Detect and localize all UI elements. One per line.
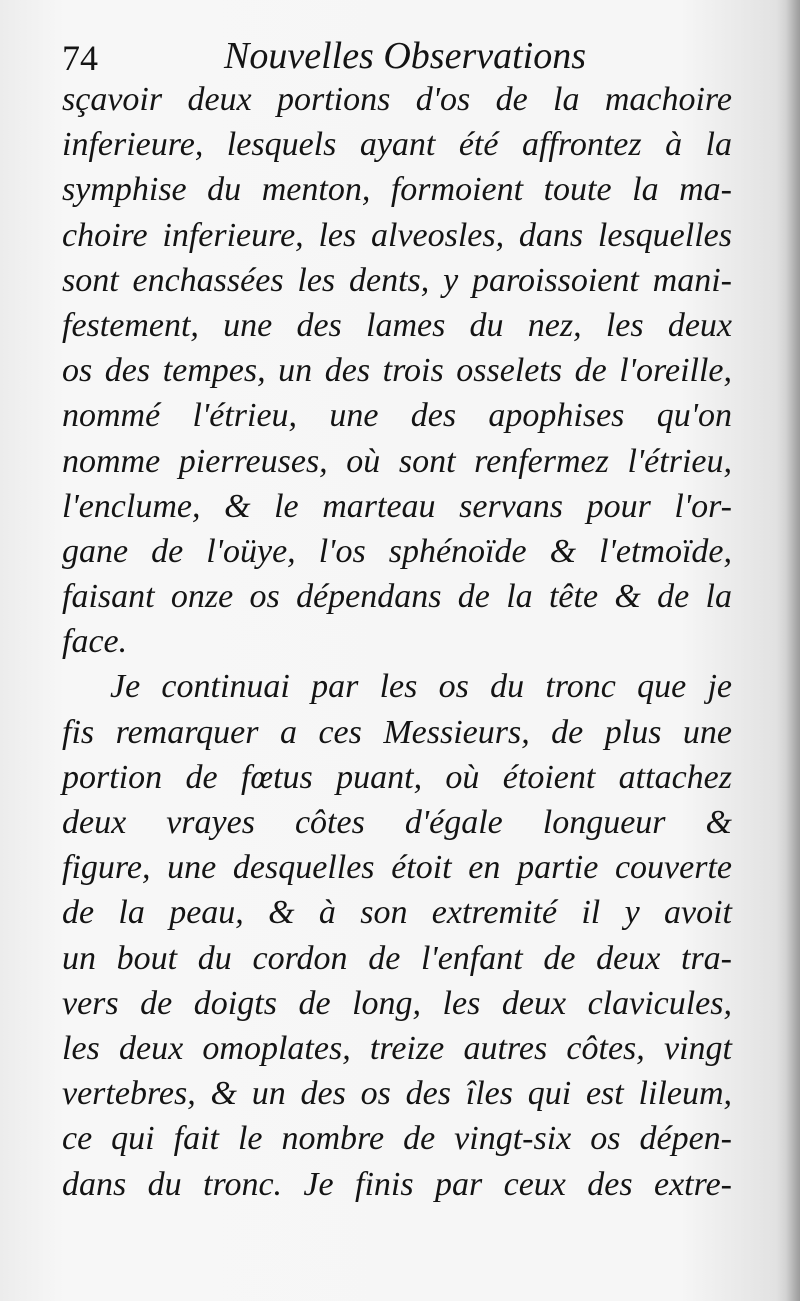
page-gutter-shadow — [786, 0, 800, 1301]
text-line: l'enclume, & le marteau servans pour l'or- — [62, 487, 732, 525]
page-header — [60, 30, 740, 80]
running-head: Nouvelles Observations — [224, 35, 587, 77]
text-line: vers de doigts de long, les deux clavicules, — [62, 984, 732, 1022]
text-line: gane de l'oüye, l'os sphénoïde & l'etmoïde, — [62, 532, 732, 570]
text-line: les deux omoplates, treize autres côtes, vingt — [62, 1029, 732, 1067]
text-line: vertebres, & un des os des îles qui est lileum, — [62, 1075, 732, 1113]
body-text — [62, 77, 732, 1207]
text-line: sçavoir deux portions d'os de la machoire — [62, 81, 732, 118]
text-line: de la peau, & à son extremité il y avoit — [62, 894, 732, 932]
text-line: symphise du menton, formoient toute la ma- — [62, 171, 732, 209]
text-line-paragraph-start: Je continuai par les os du tronc que je — [110, 668, 732, 706]
text-line: fis remarquer a ces Messieurs, de plus une — [62, 713, 732, 751]
text-line: nommé l'étrieu, une des apophises qu'on — [62, 397, 732, 435]
text-line: face. — [62, 623, 128, 661]
text-line: un bout du cordon de l'enfant de deux tra- — [62, 939, 732, 977]
text-line: sont enchassées les dents, y paroissoient mani- — [62, 261, 732, 299]
text-line: inferieure, lesquels ayant été affrontez à la — [62, 126, 732, 164]
text-line: faisant onze os dépendans de la tête & de la — [62, 578, 732, 616]
text-line: nomme pierreuses, où sont renfermez l'étrieu, — [62, 442, 732, 480]
text-line: ce qui fait le nombre de vingt-six os dépen- — [62, 1120, 732, 1158]
text-line: deux vrayes côtes d'égale longueur & — [62, 804, 732, 841]
text-line: figure, une desquelles étoit en partie couverte — [62, 849, 732, 887]
text-line: festement, une des lames du nez, les deux — [62, 306, 732, 344]
page-number: 74 — [62, 38, 98, 78]
text-line: choire inferieure, les alveosles, dans lesquelles — [62, 216, 732, 254]
text-line: portion de fœtus puant, où étoient attachez — [62, 758, 732, 796]
text-line: os des tempes, un des trois osselets de l'oreille, — [62, 352, 732, 390]
text-line: dans du tronc. Je finis par ceux des extre- — [62, 1165, 732, 1203]
